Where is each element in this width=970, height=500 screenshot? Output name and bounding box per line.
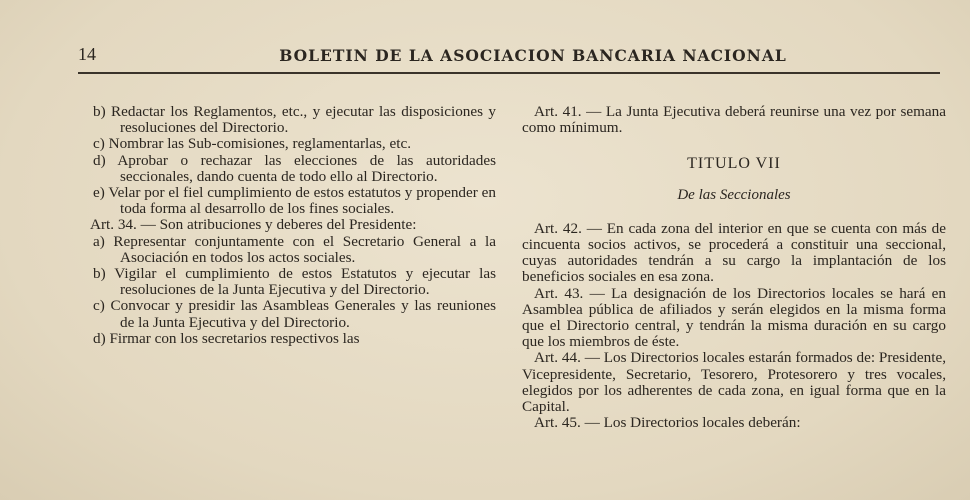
- article-42: Art. 42. — En cada zona del interior en que se cuenta con más de cincuenta socios activos, se procederá a constituir una seccional, cuyas autoridades tendrán a su cargo la implantación de los beneficios sociales en esa zona.: [522, 219, 946, 286]
- article-41: Art. 41. — La Junta Ejecutiva deberá reunirse una vez por semana como mínimum.: [522, 103, 946, 137]
- item-e: e) Velar por el fiel cumplimiento de estos estatutos y propender en toda forma al desarrollo de los fines sociales.: [93, 184, 496, 218]
- page-header: [78, 44, 938, 70]
- item-c: c) Nombrar las Sub-comisiones, reglamentarlas, etc.: [93, 135, 411, 153]
- journal-title: BOLETIN DE LA ASOCIACION BANCARIA NACIONAL: [279, 46, 787, 65]
- right-column: [522, 104, 946, 431]
- header-rule: [78, 72, 940, 74]
- article-34: Art. 34. — Son atribuciones y deberes del Presidente:: [90, 216, 417, 234]
- page-number: 14: [78, 44, 96, 64]
- item-b: b) Redactar los Reglamentos, etc., y ejecutar las disposiciones y resoluciones del Directorio.: [93, 103, 496, 137]
- item-d: d) Aprobar o rechazar las elecciones de las autoridades seccionales, dando cuenta de todo ello al Directorio.: [93, 151, 496, 185]
- article-44: Art. 44. — Los Directorios locales estarán formados de: Presidente, Vicepresidente, Secretario, Tesorero, Protesorero y tres vocales, elegidos por los adherentes de cada zona, en igual forma que en la Capital.: [522, 349, 946, 416]
- article-34-item-c: c) Convocar y presidir las Asambleas Generales y las reuniones de la Junta Ejecutiva y del Directorio.: [93, 297, 496, 331]
- article-34-item-d: d) Firmar con los secretarios respectivos las: [93, 329, 360, 347]
- section-heading: TITULO VII: [687, 155, 781, 173]
- article-45: Art. 45. — Los Directorios locales deberán:: [534, 414, 801, 432]
- article-43: Art. 43. — La designación de los Directorios locales se hará en Asamblea pública de afiliados y serán elegidos en la misma forma que el Directorio central, y tendrán la misma duración en su cargo que los miembros de éste.: [522, 284, 946, 351]
- article-34-item-b: b) Vigilar el cumplimiento de estos Estatutos y ejecutar las resoluciones de la Junta Ejecutiva y del Directorio.: [93, 265, 496, 299]
- section-subheading: De las Seccionales: [677, 186, 791, 203]
- article-34-item-a: a) Representar conjuntamente con el Secretario General a la Asociación en todos los actos sociales.: [93, 232, 496, 266]
- left-column: [78, 104, 496, 347]
